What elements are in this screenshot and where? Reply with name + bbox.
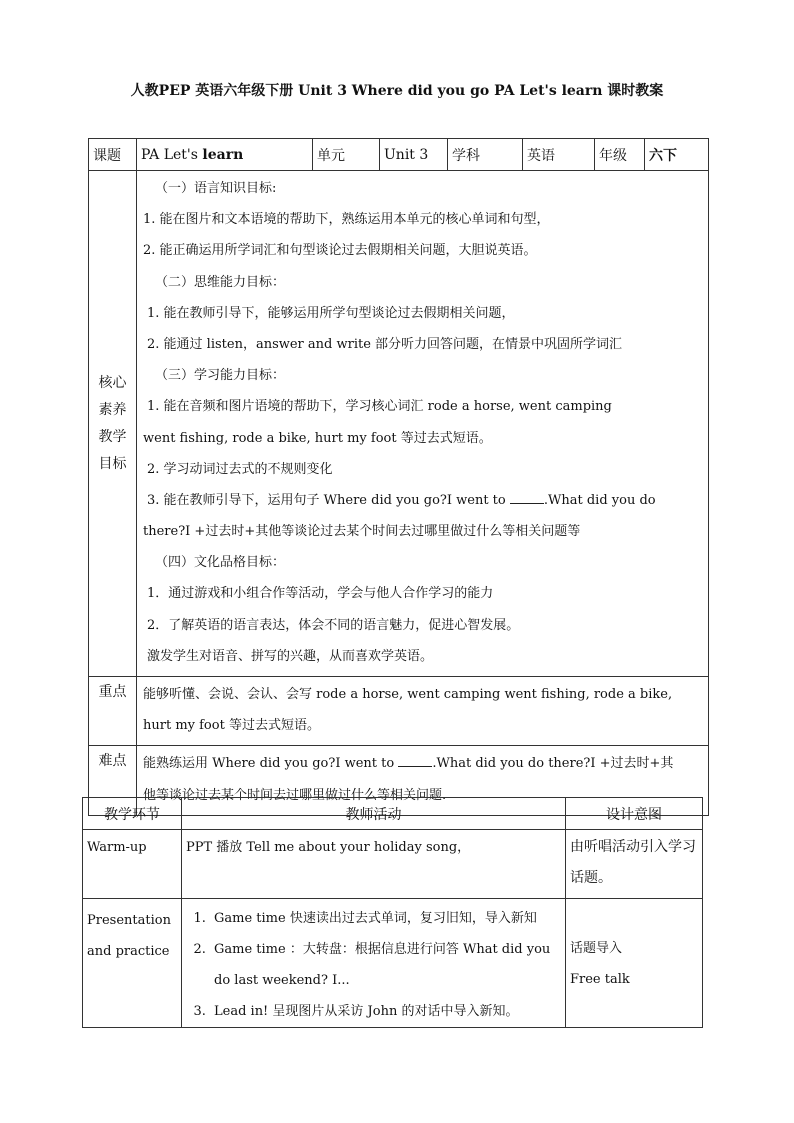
activity-item: 1. Game time 快速读出过去式单词，复习旧知，导入新知 [210,903,561,934]
goal-line: 1．通过游戏和小组合作等活动，学会与他人合作学习的能力 [147,586,494,602]
page-title: 人教PEP 英语六年级下册 Unit 3 Where did you go PA Let's learn 课时教案 [130,83,664,99]
goal-line: （四）文化品格目标： [155,555,286,571]
goal-line: 2. 能通过 listen，answer and write 部分听力回答问题，在情景中巩固所学词汇 [147,336,623,352]
teaching-header-row [83,798,703,830]
unit-value: Unit 3 [380,139,448,171]
goal-line: 1. 能在教师引导下，能够运用所学句型谈论过去假期相关问题， [147,305,515,321]
presentation-stage: Presentation and practice [83,899,182,1028]
lesson-header-row [89,139,709,171]
grade-label: 年级 [595,139,645,171]
lesson-value: PA Let's learn [137,139,313,171]
unit-label: 单元 [313,139,380,171]
col-intent: 设计意图 [566,798,703,830]
presentation-row [83,899,703,1028]
goal-line: 1. 能在音频和图片语境的帮助下，学习核心词汇 rode a horse, went camping [147,399,612,415]
goals-content [137,171,709,677]
lesson-info-table [88,138,709,816]
goal-line: went fishing, rode a bike, hurt my foot 等过去式短语。 [143,430,492,446]
goal-line: 2. 能正确运用所学词汇和句型谈论过去假期相关问题，大胆说英语。 [143,243,537,259]
presentation-intent: 话题导入 Free talk [566,899,703,1028]
presentation-activity [182,899,566,1028]
key-points-row [89,677,709,746]
fill-blank [510,491,544,504]
subject-label: 学科 [448,139,523,171]
goal-line: 激发学生对语音、拼写的兴趣，从而喜欢学英语。 [147,648,434,664]
activity-item: 3. Lead in! 呈现图片从采访 John 的对话中导入新知。 [210,996,561,1027]
activity-item: 2. Game time ：大转盘：根据信息进行问答 What did you do last weekend? I... [210,934,561,996]
warmup-activity: PPT 播放 Tell me about your holiday song， [182,830,566,899]
col-stage: 教学环节 [83,798,182,830]
col-activity: 教师活动 [182,798,566,830]
difficult-points-label: 难点 [89,746,137,815]
teaching-process-table [82,797,703,1028]
goal-line: there?I +过去时+其他等谈论过去某个时间去过哪里做过什么等相关问题等 [143,524,581,540]
fill-blank [398,754,432,767]
goal-line: （一）语言知识目标: [155,181,277,196]
grade-value: 六下 [645,139,709,171]
goal-line: 1. 能在图片和文本语境的帮助下，熟练运用本单元的核心单词和句型， [143,212,550,228]
warmup-row [83,830,703,899]
goals-label: 核心 素养 教学 目标 [89,171,137,677]
goal-line: 2. 学习动词过去式的不规则变化 [147,461,333,477]
lesson-label: 课题 [89,139,137,171]
goals-row [89,171,709,677]
key-points-label: 重点 [89,677,137,746]
subject-value: 英语 [523,139,595,171]
goal-line: （二）思维能力目标： [155,274,286,290]
difficult-points-content: 能熟练运用 Where did you go?I went to .What did you do there?I +过去时+其 他等谈论过去某个时间去过哪里做过什么等相关问题. [137,746,709,815]
goal-line: 2．了解英语的语言表达，体会不同的语言魅力，促进心智发展。 [147,617,520,633]
goal-line: （三）学习能力目标： [155,368,286,384]
key-points-content: 能够听懂、会说、会认、会写 rode a horse, went camping went fishing, rode a bike, hurt my foot 等过去式短语。 [137,677,709,746]
warmup-stage: Warm-up [83,830,182,899]
goal-line: 3. 能在教师引导下，运用句子 Where did you go?I went to .What did you do [147,492,656,508]
warmup-intent: 由听唱活动引入学习话题。 [566,830,703,899]
